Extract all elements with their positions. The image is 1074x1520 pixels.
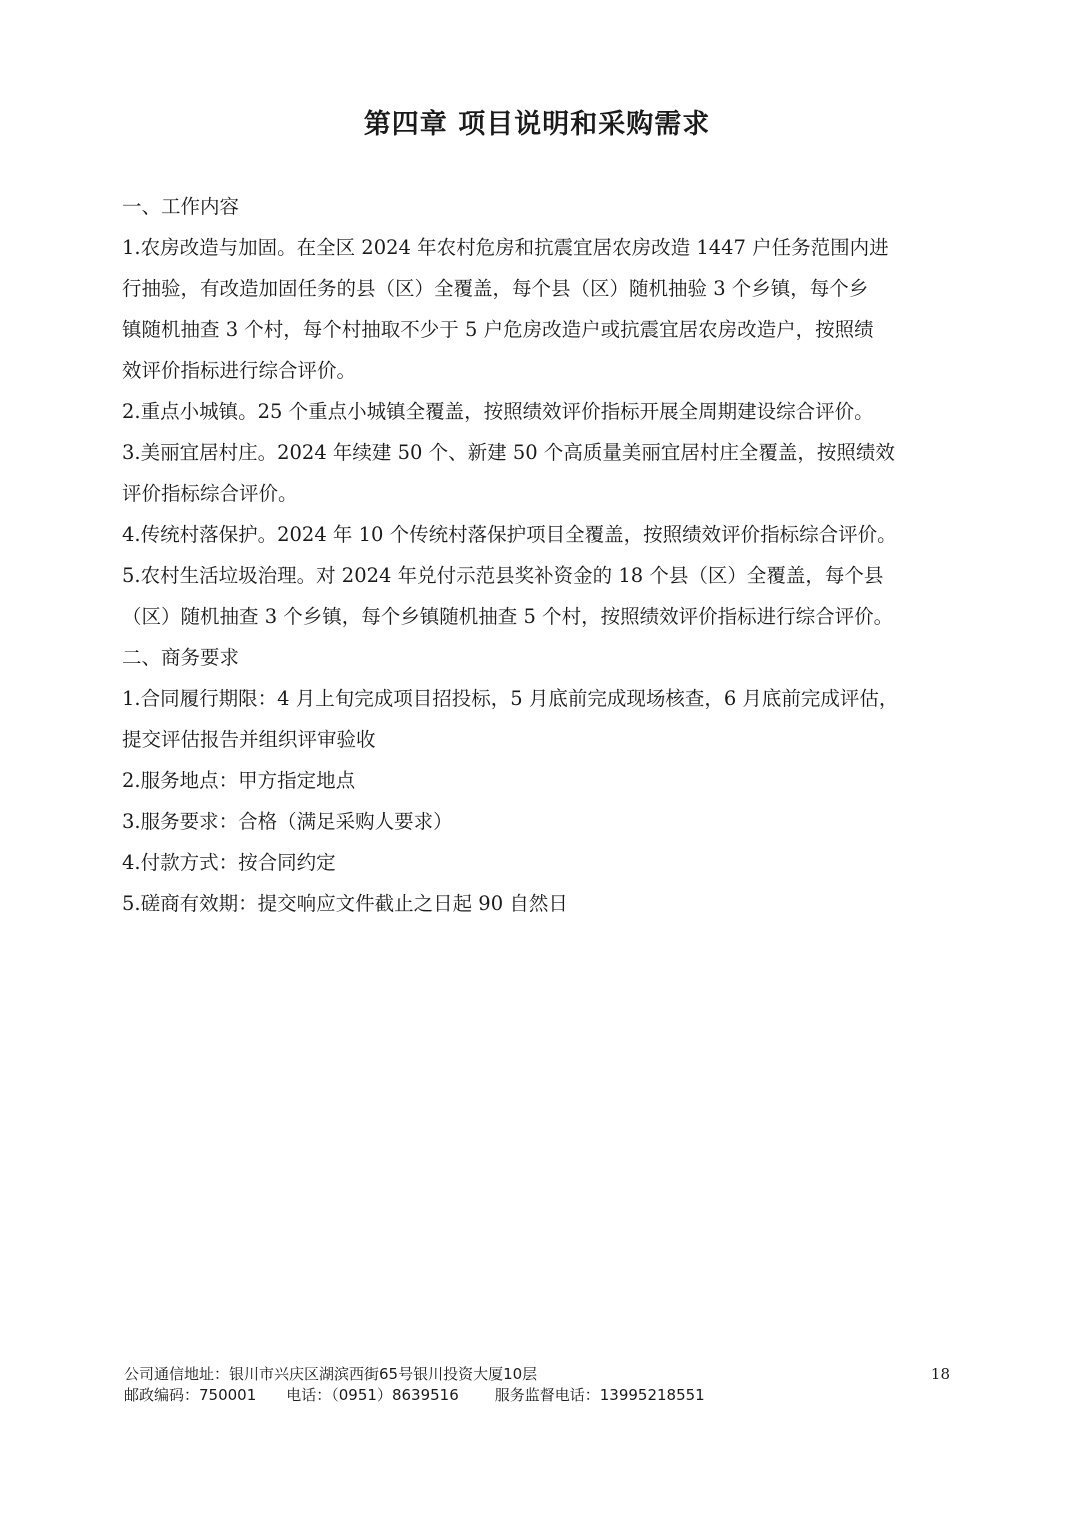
section-heading-work-content: 一、工作内容 — [122, 195, 240, 218]
paragraph-line: 3.美丽宜居村庄。2024 年续建 50 个、新建 50 个高质量美丽宜居村庄全覆盖，按照绩效 — [122, 441, 895, 464]
phone: 电话：（0951）8639516 — [286, 1386, 459, 1404]
paragraph-line: 5.农村生活垃圾治理。对 2024 年兑付示范县奖补资金的 18 个县（区）全覆盖，每个县 — [122, 564, 884, 587]
supervision-phone: 服务监督电话：13995218551 — [494, 1386, 705, 1404]
section-heading-business-requirements: 二、商务要求 — [122, 646, 240, 669]
paragraph-line: （区）随机抽查 3 个乡镇，每个乡镇随机抽查 5 个村，按照绩效评价指标进行综合评价。 — [122, 605, 894, 628]
chapter-title: 第四章 项目说明和采购需求 — [363, 109, 711, 140]
paragraph-line: 1.农房改造与加固。在全区 2024 年农村危房和抗震宜居农房改造 1447 户任务范围内进 — [122, 236, 889, 259]
page-footer — [124, 1364, 954, 1406]
footer-contact-row — [124, 1385, 954, 1406]
paragraph-line: 效评价指标进行综合评价。 — [122, 359, 357, 382]
paragraph-line: 行抽验，有改造加固任务的县（区）全覆盖，每个县（区）随机抽验 3 个乡镇，每个乡 — [122, 277, 869, 300]
page-number: 18 — [930, 1365, 950, 1383]
paragraph-line: 3.服务要求：合格（满足采购人要求） — [122, 810, 453, 833]
paragraph-line: 5.磋商有效期：提交响应文件截止之日起 90 自然日 — [122, 892, 568, 915]
paragraph-line: 4.传统村落保护。2024 年 10 个传统村落保护项目全覆盖，按照绩效评价指标综合评价。 — [122, 523, 897, 546]
document-body — [122, 186, 954, 924]
paragraph-line: 镇随机抽查 3 个村，每个村抽取不少于 5 户危房改造户或抗震宜居农房改造户，按照绩 — [122, 318, 874, 341]
paragraph-line: 评价指标综合评价。 — [122, 482, 298, 505]
paragraph-line: 4.付款方式：按合同约定 — [122, 851, 336, 874]
paragraph-line: 提交评估报告并组织评审验收 — [122, 728, 376, 751]
postcode: 邮政编码：750001 — [124, 1386, 257, 1404]
company-address: 公司通信地址：银川市兴庆区湖滨西街65号银川投资大厦10层 — [124, 1365, 538, 1383]
paragraph-line: 2.服务地点：甲方指定地点 — [122, 769, 356, 792]
paragraph-line: 1.合同履行期限：4 月上旬完成项目招投标，5 月底前完成现场核查，6 月底前完成评估， — [122, 687, 899, 710]
paragraph-line: 2.重点小城镇。25 个重点小城镇全覆盖，按照绩效评价指标开展全周期建设综合评价。 — [122, 400, 874, 423]
footer-address-row — [124, 1364, 954, 1385]
